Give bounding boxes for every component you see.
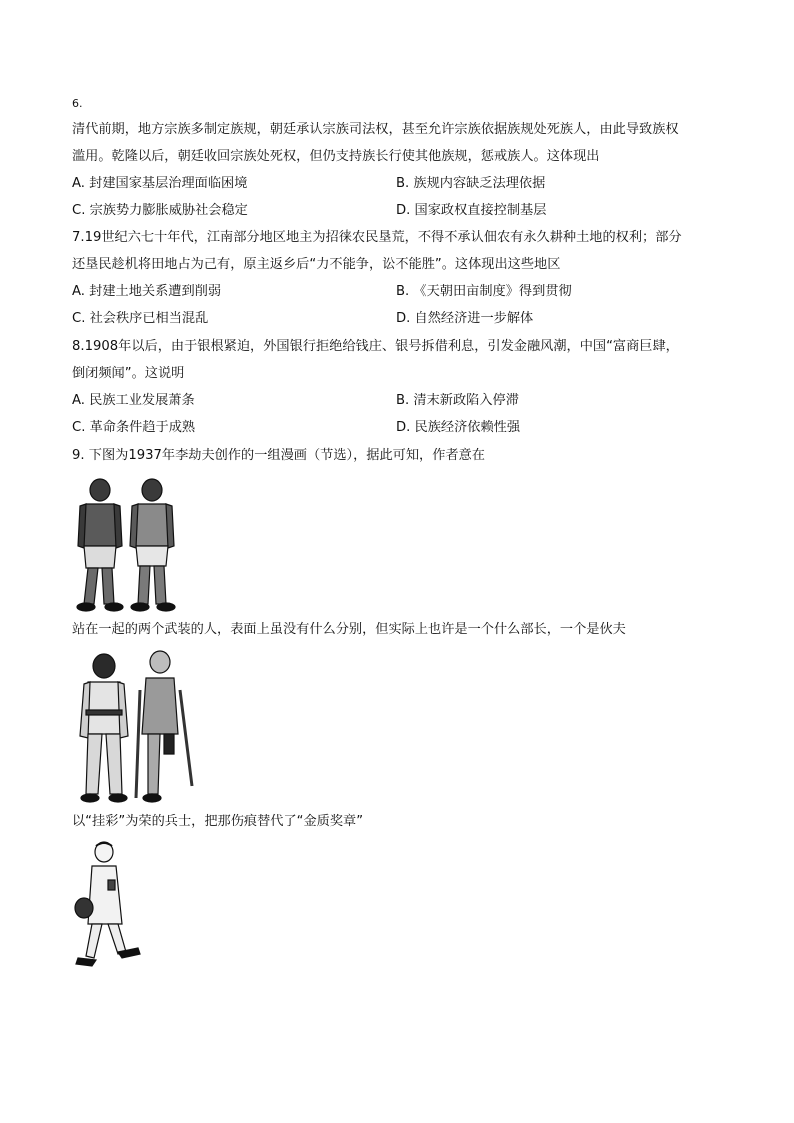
q6-option-a: A. 封建国家基层治理面临困境 [72,176,248,191]
q9-caption-2: 以“挂彩”为荣的兵士，把那伤痕替代了“金质奖章” [72,814,364,829]
cartoon-officer-and-wounded-soldier [74,650,198,806]
q7-option-c: C. 社会秩序已相当混乱 [72,311,209,326]
q9-caption-1: 站在一起的两个武装的人，表面上虽没有什么分别，但实际上也许是一个什么部长，一个是伙夫 [72,622,626,637]
q8-option-d: D. 民族经济依赖性强 [396,420,521,435]
q6-stem-line1: 清代前期，地方宗族多制定族规，朝廷承认宗族司法权，甚至允许宗族依据族规处死族人，由此导致族权 [72,122,679,137]
cartoon-proud-soldier [74,840,144,970]
q8-stem-line2: 倒闭频闻”。这说明 [72,366,185,381]
q8-stem-line1: 8.1908年以后，由于银根紧迫，外国银行拒绝给钱庄、银号拆借利息，引发金融风潮，中国“富商巨肆， [72,339,679,354]
q8-option-a: A. 民族工业发展萧条 [72,393,195,408]
q7-option-a: A. 封建土地关系遭到削弱 [72,284,222,299]
q6-option-d: D. 国家政权直接控制基层 [396,203,547,218]
q7-stem-line2: 还垦民趁机将田地占为己有，原主返乡后“力不能争，讼不能胜”。这体现出这些地区 [72,257,561,272]
cartoon-two-armed-men [72,476,182,614]
q6-number: 6. [72,97,83,110]
q8-option-c: C. 革命条件趋于成熟 [72,420,196,435]
q6-option-b: B. 族规内容缺乏法理依据 [396,176,546,191]
q9-stem: 9. 下图为1937年李劫夫创作的一组漫画（节选），据此可知，作者意在 [72,448,485,463]
q7-stem-line1: 7.19世纪六七十年代，江南部分地区地主为招徕农民垦荒，不得不承认佃农有永久耕种土地的权利；部分 [72,230,682,245]
q8-option-b: B. 清末新政陷入停滞 [396,393,519,408]
q7-option-b: B. 《天朝田亩制度》得到贯彻 [396,284,572,299]
q6-option-c: C. 宗族势力膨胀威胁社会稳定 [72,203,248,218]
q6-stem-line2: 滥用。乾隆以后，朝廷收回宗族处死权，但仍支持族长行使其他族规，惩戒族人。这体现出 [72,149,600,164]
q7-option-d: D. 自然经济进一步解体 [396,311,534,326]
